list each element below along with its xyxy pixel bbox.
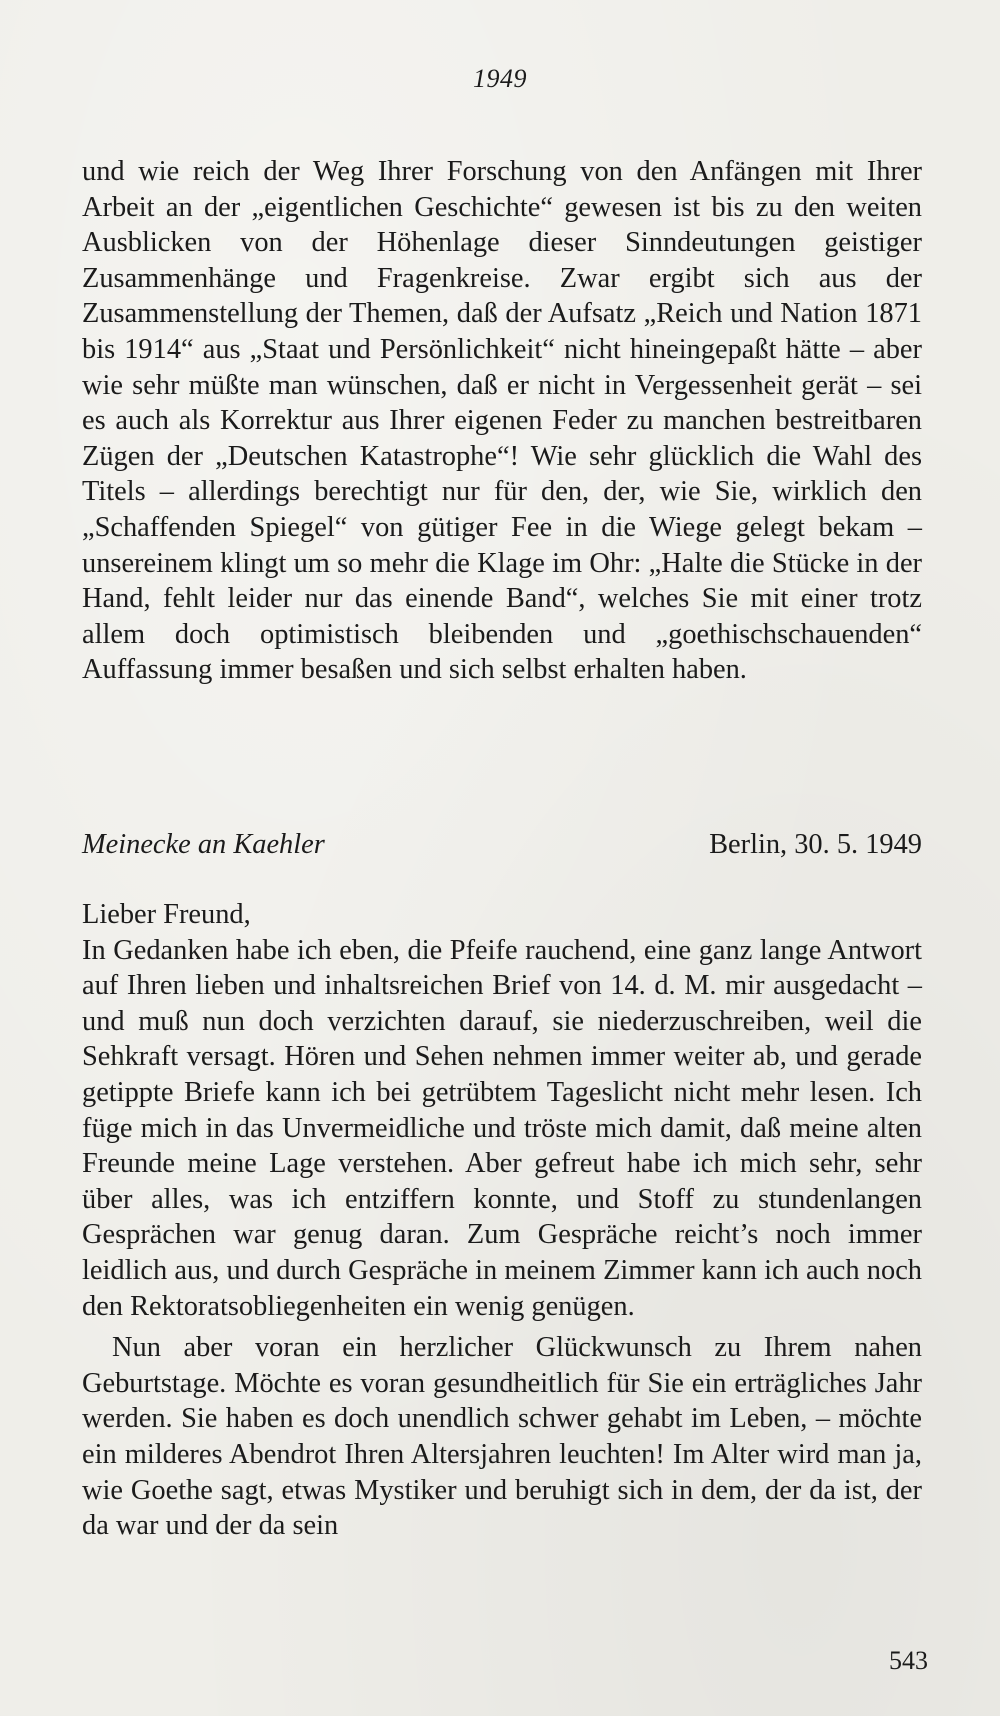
continued-text-block bbox=[82, 154, 922, 688]
letter-place-date: Berlin, 30. 5. 1949 bbox=[709, 829, 922, 860]
running-head: 1949 bbox=[473, 64, 527, 93]
page-number: 543 bbox=[889, 1646, 928, 1675]
letter-paragraph-1: In Gedanken habe ich eben, die Pfeife rauchend, eine ganz lange Antwort auf Ihren lieben und inhaltsreichen Brief von 14. d. M. mir ausgedacht – und muß nun doch verzichten darauf, sie niederzuschreiben, weil die Sehkraft versagt. Hören und Sehen nehmen immer weiter ab, und gerade getippte Briefe kann ich bei getrübtem Tageslicht nicht mehr lesen. Ich füge mich in das Unvermeidliche und tröste mich damit, daß meine alten Freunde meine Lage verstehen. Aber gefreut habe ich mich sehr, sehr über alles, was ich entziffern konnte, und Stoff zu stundenlangen Gesprächen war genug daran. Zum Gespräche reicht’s noch immer leidlich aus, und durch Gespräche in meinem Zimmer kann ich auch noch den Rektoratsobliegenheiten ein wenig genügen. bbox=[82, 934, 922, 1322]
letter-salutation: Lieber Freund, bbox=[82, 899, 251, 930]
letter-sender: Meinecke an Kaehler bbox=[82, 829, 325, 860]
letter-heading bbox=[82, 827, 922, 863]
continued-paragraph: und wie reich der Weg Ihrer Forschung von den Anfängen mit Ihrer Arbeit an der „eigentlichen Geschichte“ gewesen ist bis zu den weiten Ausblicken von der Höhenlage dieser Sinndeutungen geistiger Zusammenhänge und Fragenkreise. Zwar ergibt sich aus der Zusammenstellung der Themen, daß der Aufsatz „Reich und Nation 1871 bis 1914“ aus „Staat und Persönlichkeit“ nicht hineingepaßt hätte – aber wie sehr müßte man wünschen, daß er nicht in Vergessenheit gerät – sei es auch als Korrektur aus Ihrer eigenen Feder zu manchen bestreitbaren Zügen der „Deutschen Katastrophe“! Wie sehr glücklich die Wahl des Titels – allerdings berechtigt nur für den, der, wie Sie, wirklich den „Schaffenden Spiegel“ von gütiger Fee in die Wiege gelegt bekam – unsereinem klingt um so mehr die Klage im Ohr: „Halte die Stücke in der Hand, fehlt leider nur das einende Band“, welches Sie mit einer trotz allem doch optimistisch bleibenden und „goethischschauenden“ Auffassung immer besaßen und sich selbst erhalten haben. bbox=[82, 156, 922, 686]
letter-body bbox=[82, 897, 922, 1544]
letter-paragraph-2: Nun aber voran ein herzlicher Glückwunsch zu Ihrem nahen Geburtstage. Möchte es voran gesundheitlich für Sie ein erträgliches Jahr werden. Sie haben es doch unendlich schwer gehabt im Leben, – möchte ein milderes Abendrot Ihren Altersjahren leuchten! Im Alter wird man ja, wie Goethe sagt, etwas Mystiker und beruhigt sich in dem, der da ist, der da war und der da sein bbox=[82, 1332, 922, 1542]
